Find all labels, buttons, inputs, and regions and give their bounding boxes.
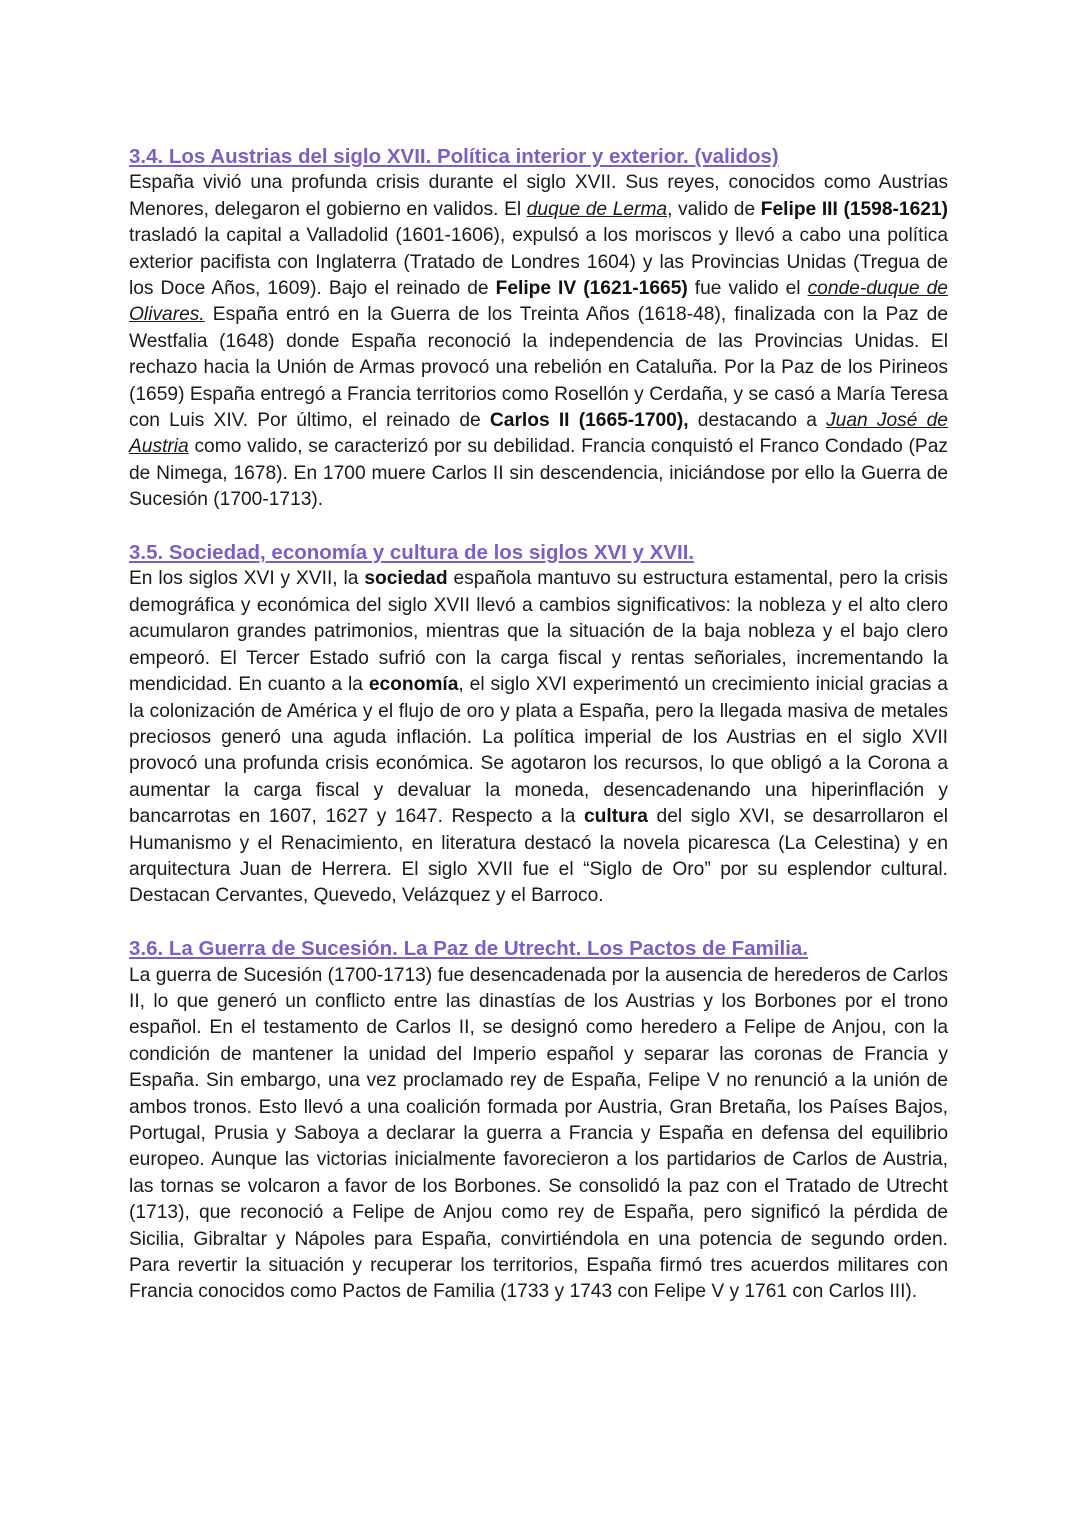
text-run: , el siglo XVI experimentó un crecimiento inicial gracias a la colonización de América y el flujo de oro y plata a España, pero la llegada masiva de metales preciosos generó una aguda inflación. La política imperial de los Austrias en el siglo XVII provocó una profunda crisis económica. Se agotaron los recursos, lo que obligó a la Corona a aumentar la carga fiscal y devaluar la moneda, desencadenando una hiperinflación y bancarrotas en 1607, 1627 y 1647. Respecto a la xyxy=(129,674,948,828)
text-run: , valido de xyxy=(667,198,761,220)
emphasized-name: Juan José de Austria xyxy=(129,410,948,458)
emphasized-name: duque de Lerma xyxy=(526,198,668,220)
section-paragraph xyxy=(129,170,948,513)
section-heading: 3.5. Sociedad, economía y cultura de los siglos XVI y XVII. xyxy=(129,541,695,565)
bold-text: sociedad xyxy=(364,568,448,590)
text-run: En los siglos XVI y XVII, la xyxy=(129,568,365,590)
bold-text: Felipe III (1598-1621) xyxy=(760,198,948,220)
text-run: La guerra de Sucesión (1700-1713) fue desencadenada por la ausencia de herederos de Carlos II, lo que generó un conflicto entre las dinastías de los Austrias y los Borbones por el trono español. En el testamento de Carlos II, se designó como heredero a Felipe de Anjou, con la condición de mantener la unidad del Imperio español y separar las coronas de Francia y España. Sin embargo, una vez proclamado rey de España, Felipe V no renunció a la unión de ambos tronos. Esto llevó a una coalición formada por Austria, Gran Bretaña, los Países Bajos, Portugal, Prusia y Saboya a declarar la guerra a Francia y España en defensa del equilibrio europeo. Aunque las victorias inicialmente favorecieron a los partidarios de Carlos de Austria, las tornas se volcaron a favor de los Borbones. Se consolidó la paz con el Tratado de Utrecht (1713), que reconoció a Felipe de Anjou como rey de España, pero significó la pérdida de Sicilia, Gibraltar y Nápoles para España, convirtiéndola en una potencia de segundo orden. Para revertir la situación y recuperar los territorios, España firmó tres acuerdos militares con Francia conocidos como Pactos de Familia (1733 y 1743 con Felipe V y 1761 con Carlos III). xyxy=(129,964,948,1303)
section-heading: 3.6. La Guerra de Sucesión. La Paz de Utrecht. Los Pactos de Familia. xyxy=(129,937,809,961)
bold-text: Felipe IV (1621-1665) xyxy=(495,278,688,300)
section-paragraph xyxy=(129,963,948,1306)
section-heading: 3.4. Los Austrias del siglo XVII. Política interior y exterior. (validos) xyxy=(129,145,779,168)
bold-text: cultura xyxy=(583,806,648,828)
text-run: España entró en la Guerra de los Treinta Años (1618-48), finalizada con la Paz de Westfalia (1648) donde España reconoció la independencia de las Provincias Unidas. El rechazo hacia la Unión de Armas provocó una rebelión en Cataluña. Por la Paz de los Pirineos (1659) España entregó a Francia territorios como Rosellón y Cerdaña, y se casó a María Teresa con Luis XIV. Por último, el reinado de xyxy=(129,304,948,432)
text-run: como valido, se caracterizó por su debilidad. Francia conquistó el Franco Condado (Paz de Nimega, 1678). En 1700 muere Carlos II sin descendencia, iniciándose por ello la Guerra de Sucesión (1700-1713). xyxy=(129,436,948,511)
text-run: trasladó la capital a Valladolid (1601-1606), expulsó a los moriscos y llevó a cabo una política exterior pacifista con Inglaterra (Tratado de Londres 1604) y las Provincias Unidas (Tregua de los Doce Años, 1609). Bajo el reinado de xyxy=(129,225,948,300)
text-run: España vivió una profunda crisis durante el siglo XVII. Sus reyes, conocidos como Austrias Menores, delegaron el gobierno en validos. El xyxy=(129,172,948,220)
section-3-5 xyxy=(129,540,948,910)
section-3-4 xyxy=(129,144,948,514)
section-3-6 xyxy=(129,936,948,1306)
section-paragraph xyxy=(129,566,948,909)
text-run: destacando a xyxy=(688,410,827,432)
text-run: española mantuvo su estructura estamental, pero la crisis demográfica y económica del siglo XVII llevó a cambios significativos: la nobleza y el alto clero acumularon grandes patrimonios, mientras que la situación de la baja nobleza y el bajo clero empeoró. El Tercer Estado sufrió con la carga fiscal y rentas señoriales, incrementando la mendicidad. En cuanto a la xyxy=(129,568,948,696)
document-page xyxy=(129,144,948,1332)
emphasized-name: conde-duque de Olivares. xyxy=(129,278,948,326)
text-run: del siglo XVI, se desarrollaron el Humanismo y el Renacimiento, en literatura destacó la novela picaresca (La Celestina) y en arquitectura Juan de Herrera. El siglo XVII fue el “Siglo de Oro” por su esplendor cultural. Destacan Cervantes, Quevedo, Velázquez y el Barroco. xyxy=(129,806,949,907)
bold-text: economía xyxy=(368,674,459,696)
text-run: fue valido el xyxy=(687,278,808,300)
bold-text: Carlos II (1665-1700), xyxy=(489,410,689,432)
